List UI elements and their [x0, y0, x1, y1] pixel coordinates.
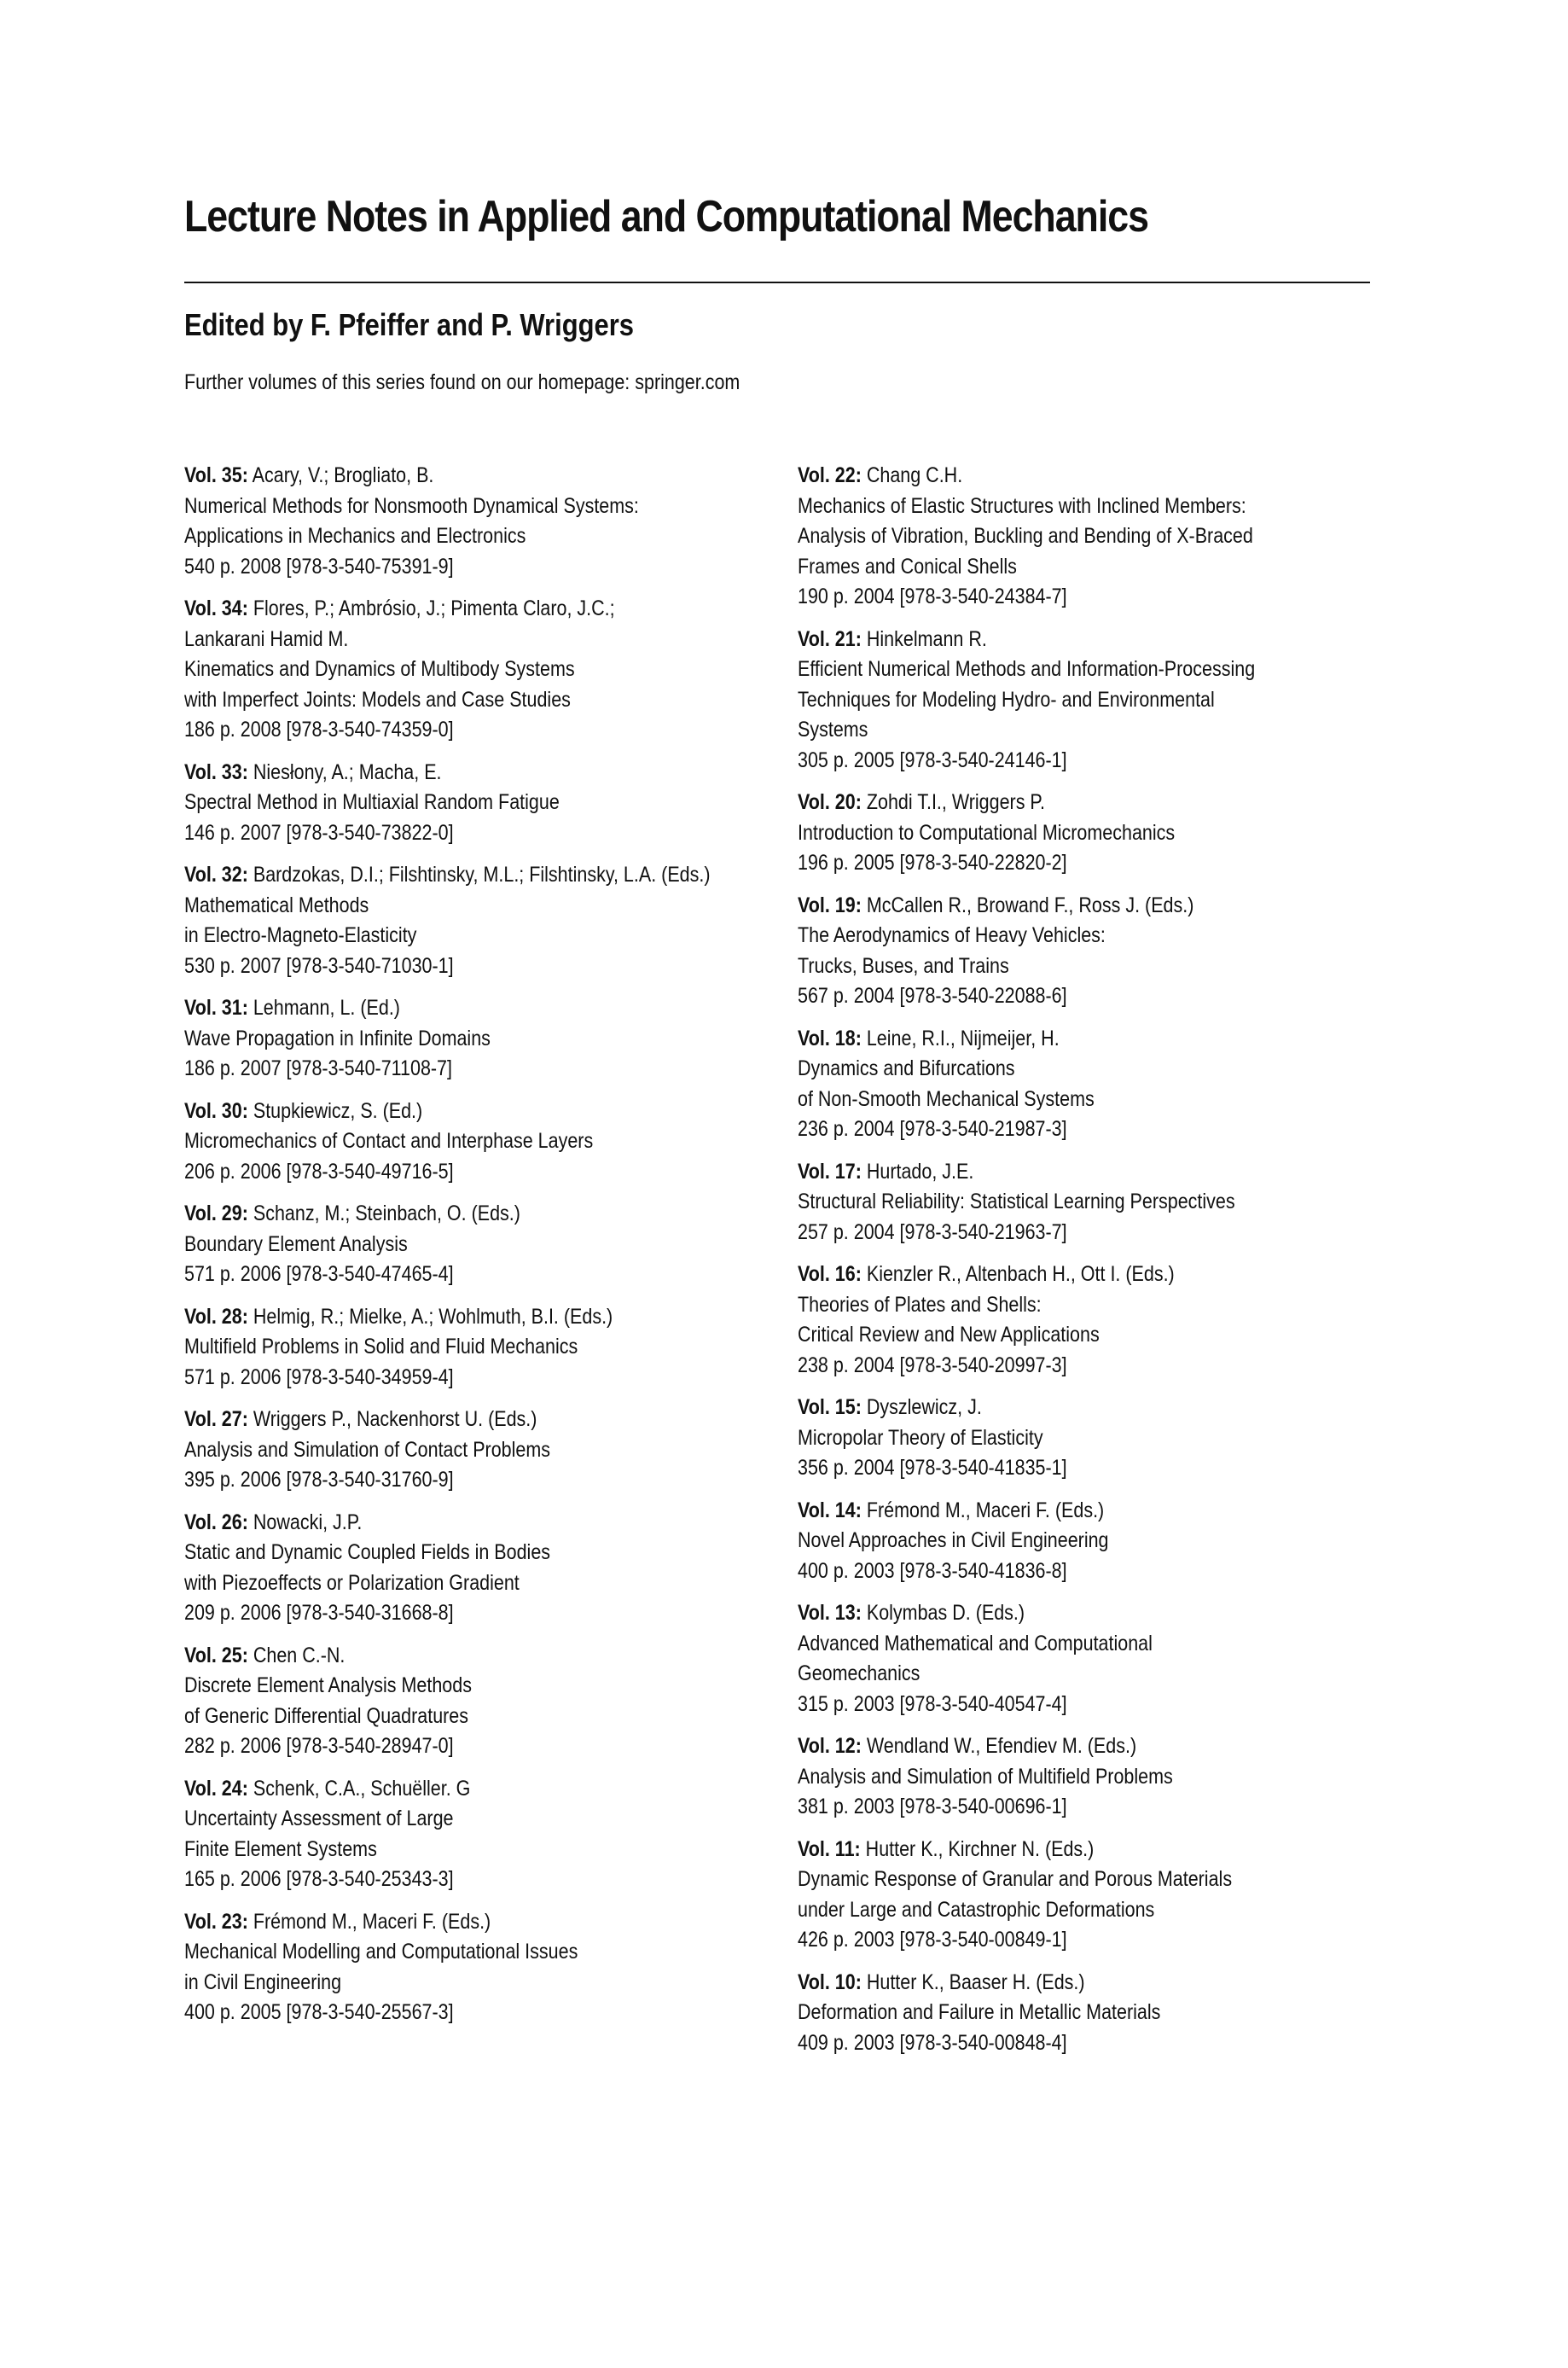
volume-pub-info: 571 p. 2006 [978-3-540-34959-4]	[184, 1364, 454, 1389]
volume-number: Vol. 34:	[184, 596, 248, 620]
volume-title-line: Mathematical Methods	[184, 893, 369, 917]
volume-entry	[798, 1496, 1326, 1587]
volume-entry	[798, 1598, 1326, 1719]
volume-title-line: of Generic Differential Quadratures	[184, 1703, 469, 1728]
volume-title-line: Systems	[798, 718, 868, 742]
volume-authors-line	[184, 1302, 712, 1333]
volume-authors: Wriggers P., Nackenhorst U. (Eds.)	[253, 1407, 537, 1431]
volume-pub-info: 400 p. 2005 [978-3-540-25567-3]	[184, 2000, 454, 2024]
volume-entry	[798, 1024, 1326, 1145]
volume-title-line: in Electro-Magneto-Elasticity	[184, 923, 417, 947]
volume-title-line: Techniques for Modeling Hydro- and Environmental	[798, 687, 1215, 712]
volume-title-line: Dynamics and Bifurcations	[798, 1056, 1015, 1080]
volume-authors: Dyszlewicz, J.	[866, 1395, 982, 1419]
volume-entry	[798, 1731, 1326, 1823]
volume-number: Vol. 13:	[798, 1601, 862, 1625]
volume-pub-info: 186 p. 2007 [978-3-540-71108-7]	[184, 1056, 452, 1080]
volume-pub-info: 356 p. 2004 [978-3-540-41835-1]	[798, 1456, 1067, 1480]
volume-authors-line	[798, 788, 1326, 818]
volume-authors-line	[798, 1731, 1326, 1762]
volume-number: Vol. 25:	[184, 1643, 248, 1667]
volume-pub-info: 236 p. 2004 [978-3-540-21987-3]	[798, 1117, 1067, 1141]
volume-title-line: Applications in Mechanics and Electronics	[184, 524, 526, 548]
volume-title-line: Wave Propagation in Infinite Domains	[184, 1026, 491, 1050]
volume-pub-info: 190 p. 2004 [978-3-540-24384-7]	[798, 585, 1067, 608]
volume-number: Vol. 11:	[798, 1836, 861, 1861]
volume-authors-line	[184, 1774, 712, 1805]
volume-title-line: Theories of Plates and Shells:	[798, 1292, 1042, 1317]
volume-authors: Bardzokas, D.I.; Filshtinsky, M.L.; Filshtinsky, L.A. (Eds.)	[253, 863, 711, 887]
volume-entry	[184, 758, 712, 849]
volume-number: Vol. 16:	[798, 1262, 862, 1286]
volume-title-line: Spectral Method in Multiaxial Random Fatigue	[184, 790, 560, 814]
volume-entry	[798, 891, 1326, 1012]
title-rule	[184, 282, 1370, 283]
volume-title-line: Uncertainty Assessment of Large	[184, 1807, 454, 1830]
volume-number: Vol. 20:	[798, 790, 862, 814]
volume-title-line: Critical Review and New Applications	[798, 1323, 1100, 1347]
volume-authors-line	[798, 461, 1326, 492]
volume-authors-line	[184, 461, 712, 492]
volume-authors: Flores, P.; Ambrósio, J.; Pimenta Claro, J.C.;	[253, 596, 615, 620]
volume-title-line: Static and Dynamic Coupled Fields in Bodies	[184, 1540, 551, 1564]
volume-authors-line	[184, 993, 712, 1024]
volume-number: Vol. 24:	[184, 1776, 248, 1801]
volume-pub-info: 282 p. 2006 [978-3-540-28947-0]	[184, 1734, 454, 1758]
volume-authors: Niesłony, A.; Macha, E.	[253, 759, 442, 784]
volume-number: Vol. 19:	[798, 893, 862, 917]
volume-authors-line	[184, 1405, 712, 1435]
volume-authors: Hurtado, J.E.	[866, 1159, 974, 1184]
volume-title-line: Analysis and Simulation of Contact Problems	[184, 1437, 551, 1462]
volume-authors-line	[184, 1508, 712, 1539]
volume-authors: Schenk, C.A., Schuëller. G	[253, 1776, 471, 1801]
volume-pub-info: 530 p. 2007 [978-3-540-71030-1]	[184, 953, 454, 978]
volume-entry	[184, 1641, 712, 1762]
volume-pub-info: 571 p. 2006 [978-3-540-47465-4]	[184, 1262, 454, 1286]
homepage-note: Further volumes of this series found on our homepage: springer.com	[184, 370, 740, 394]
volume-pub-info: 426 p. 2003 [978-3-540-00849-1]	[798, 1928, 1067, 1952]
volume-number: Vol. 23:	[184, 1909, 248, 1934]
volume-pub-info: 540 p. 2008 [978-3-540-75391-9]	[184, 554, 454, 579]
volume-authors: Kolymbas D. (Eds.)	[866, 1601, 1025, 1625]
volume-title-line: Numerical Methods for Nonsmooth Dynamical Systems:	[184, 493, 639, 518]
volume-entry	[184, 1405, 712, 1496]
volume-title-line: Analysis of Vibration, Buckling and Bending of X-Braced	[798, 524, 1253, 548]
volume-entry	[184, 1774, 712, 1895]
volume-entry	[184, 1097, 712, 1188]
volume-entry	[798, 1157, 1326, 1248]
volume-authors: Frémond M., Maceri F. (Eds.)	[253, 1909, 491, 1934]
volume-authors-line	[798, 1260, 1326, 1290]
volume-number: Vol. 21:	[798, 626, 862, 651]
volume-title-line: Mechanical Modelling and Computational Issues	[184, 1940, 578, 1964]
volume-authors: Wendland W., Efendiev M. (Eds.)	[866, 1734, 1137, 1758]
volume-number: Vol. 10:	[798, 1969, 862, 1994]
volume-authors: Hutter K., Baaser H. (Eds.)	[866, 1969, 1085, 1994]
volume-authors-line	[184, 594, 712, 625]
volume-authors: Lehmann, L. (Ed.)	[253, 996, 400, 1020]
volume-title-line: Efficient Numerical Methods and Information-Processing	[798, 657, 1256, 681]
volume-pub-info: 206 p. 2006 [978-3-540-49716-5]	[184, 1159, 454, 1184]
volume-authors-line	[184, 1907, 712, 1938]
volume-title-line: Mechanics of Elastic Structures with Inclined Members:	[798, 493, 1246, 518]
volume-number: Vol. 29:	[184, 1201, 248, 1225]
volume-title-line: Frames and Conical Shells	[798, 554, 1017, 579]
volume-title-line: Multifield Problems in Solid and Fluid Mechanics	[184, 1335, 578, 1359]
series-editors: Edited by F. Pfeiffer and P. Wriggers	[184, 307, 635, 342]
volume-authors: Chang C.H.	[866, 463, 963, 487]
volume-authors-line	[184, 1097, 712, 1127]
volume-title-line: Structural Reliability: Statistical Learning Perspectives	[798, 1190, 1235, 1213]
volume-title-line: Boundary Element Analysis	[184, 1231, 408, 1256]
volume-list-right	[798, 461, 1412, 2070]
volume-pub-info: 257 p. 2004 [978-3-540-21963-7]	[798, 1219, 1067, 1244]
volume-number: Vol. 17:	[798, 1159, 862, 1184]
volume-entry	[798, 1835, 1326, 1956]
series-title: Lecture Notes in Applied and Computational Mechanics	[184, 192, 1148, 241]
volume-entry	[798, 625, 1326, 777]
volume-entry	[798, 1393, 1326, 1484]
volume-authors-line	[184, 1199, 712, 1230]
volume-title-line: Analysis and Simulation of Multifield Problems	[798, 1764, 1173, 1789]
volume-title-line: under Large and Catastrophic Deformations	[798, 1897, 1155, 1922]
volume-authors-line	[798, 1157, 1326, 1188]
volume-authors: McCallen R., Browand F., Ross J. (Eds.)	[866, 893, 1194, 917]
volume-authors-line	[798, 1393, 1326, 1423]
volume-authors: Zohdi T.I., Wriggers P.	[866, 790, 1045, 814]
volume-entry	[798, 788, 1326, 879]
volume-entry	[184, 1907, 712, 2028]
volume-title-line: in Civil Engineering	[184, 1969, 342, 1994]
volume-entry	[184, 1302, 712, 1393]
volume-authors-line	[798, 1024, 1326, 1055]
volume-number: Vol. 22:	[798, 463, 862, 487]
volume-pub-info: 395 p. 2006 [978-3-540-31760-9]	[184, 1468, 454, 1492]
volume-authors: Schanz, M.; Steinbach, O. (Eds.)	[253, 1201, 520, 1225]
volume-authors-line	[798, 1835, 1326, 1865]
volume-title-line: Micropolar Theory of Elasticity	[798, 1425, 1043, 1450]
volume-authors: Leine, R.I., Nijmeijer, H.	[866, 1026, 1060, 1050]
volume-number: Vol. 12:	[798, 1734, 862, 1758]
volume-pub-info: 305 p. 2005 [978-3-540-24146-1]	[798, 748, 1067, 772]
volume-entry	[184, 1508, 712, 1629]
volume-authors-line	[798, 1968, 1326, 1999]
volume-authors: Chen C.-N.	[253, 1643, 346, 1667]
volume-number: Vol. 32:	[184, 863, 248, 887]
volume-entry	[184, 1199, 712, 1290]
volume-authors-line	[184, 758, 712, 788]
volume-pub-info: 165 p. 2006 [978-3-540-25343-3]	[184, 1867, 454, 1891]
volume-pub-info: 409 p. 2003 [978-3-540-00848-4]	[798, 2030, 1067, 2055]
volume-pub-info: 315 p. 2003 [978-3-540-40547-4]	[798, 1691, 1067, 1716]
volume-title-line: Micromechanics of Contact and Interphase Layers	[184, 1129, 594, 1153]
volume-title-line: Trucks, Buses, and Trains	[798, 953, 1009, 978]
volume-authors: Stupkiewicz, S. (Ed.)	[253, 1098, 423, 1123]
volume-authors-line	[798, 1496, 1326, 1527]
volume-pub-info: 186 p. 2008 [978-3-540-74359-0]	[184, 718, 454, 742]
volume-title-line: Introduction to Computational Micromechanics	[798, 820, 1176, 845]
volume-authors: Helmig, R.; Mielke, A.; Wohlmuth, B.I. (Eds.)	[253, 1304, 613, 1329]
volume-entry	[184, 860, 712, 981]
volume-list-left	[184, 461, 799, 2040]
volume-title-line: of Non-Smooth Mechanical Systems	[798, 1086, 1095, 1111]
volume-authors: Frémond M., Maceri F. (Eds.)	[866, 1498, 1105, 1522]
volume-number: Vol. 26:	[184, 1510, 248, 1534]
volume-authors-line	[798, 1598, 1326, 1629]
volume-pub-info: 196 p. 2005 [978-3-540-22820-2]	[798, 851, 1067, 875]
volume-authors-line	[184, 860, 712, 891]
volume-title-line: Kinematics and Dynamics of Multibody Systems	[184, 657, 575, 681]
volume-number: Vol. 31:	[184, 996, 248, 1020]
volume-pub-info: 381 p. 2003 [978-3-540-00696-1]	[798, 1795, 1067, 1818]
volume-number: Vol. 35:	[184, 463, 248, 487]
volume-pub-info: 238 p. 2004 [978-3-540-20997-3]	[798, 1353, 1067, 1377]
volume-title-line: with Piezoeffects or Polarization Gradient	[184, 1570, 520, 1595]
volume-number: Vol. 27:	[184, 1407, 248, 1431]
volume-authors: Hutter K., Kirchner N. (Eds.)	[865, 1836, 1095, 1861]
volume-entry	[184, 594, 712, 746]
volume-authors: Hinkelmann R.	[866, 626, 987, 651]
volume-entry	[798, 1260, 1326, 1381]
volume-authors-line	[798, 625, 1326, 655]
volume-authors-line	[798, 891, 1326, 922]
volume-title-line: Novel Approaches in Civil Engineering	[798, 1528, 1109, 1552]
volume-title-line: Geomechanics	[798, 1661, 920, 1685]
volume-entry	[798, 461, 1326, 613]
volume-authors: Acary, V.; Brogliato, B.	[252, 463, 434, 487]
series-page	[184, 189, 1370, 2055]
volume-pub-info: 400 p. 2003 [978-3-540-41836-8]	[798, 1558, 1067, 1583]
volume-title-line: with Imperfect Joints: Models and Case Studies	[184, 687, 571, 712]
volume-title-line: Deformation and Failure in Metallic Materials	[798, 2000, 1161, 2024]
volume-authors-line	[184, 1641, 712, 1672]
volume-pub-info: 146 p. 2007 [978-3-540-73822-0]	[184, 820, 454, 845]
volume-entry	[798, 1968, 1326, 2059]
volume-title-line: The Aerodynamics of Heavy Vehicles:	[798, 923, 1106, 947]
volume-entry	[184, 993, 712, 1085]
volume-title-line: Advanced Mathematical and Computational	[798, 1631, 1153, 1655]
volume-number: Vol. 33:	[184, 759, 248, 784]
volume-number: Vol. 18:	[798, 1026, 862, 1050]
volume-authors: Nowacki, J.P.	[253, 1510, 363, 1534]
volume-pub-info: 209 p. 2006 [978-3-540-31668-8]	[184, 1601, 454, 1625]
volume-title-line: Finite Element Systems	[184, 1836, 377, 1861]
volume-title-line: Lankarani Hamid M.	[184, 626, 349, 651]
volume-number: Vol. 28:	[184, 1304, 248, 1329]
volume-number: Vol. 14:	[798, 1498, 862, 1522]
volume-number: Vol. 15:	[798, 1395, 862, 1419]
volume-number: Vol. 30:	[184, 1098, 248, 1123]
volume-pub-info: 567 p. 2004 [978-3-540-22088-6]	[798, 984, 1067, 1008]
volume-title-line: Dynamic Response of Granular and Porous Materials	[798, 1867, 1233, 1891]
volume-authors: Kienzler R., Altenbach H., Ott I. (Eds.)	[866, 1262, 1175, 1286]
volume-entry	[184, 461, 712, 582]
volume-title-line: Discrete Element Analysis Methods	[184, 1673, 472, 1697]
